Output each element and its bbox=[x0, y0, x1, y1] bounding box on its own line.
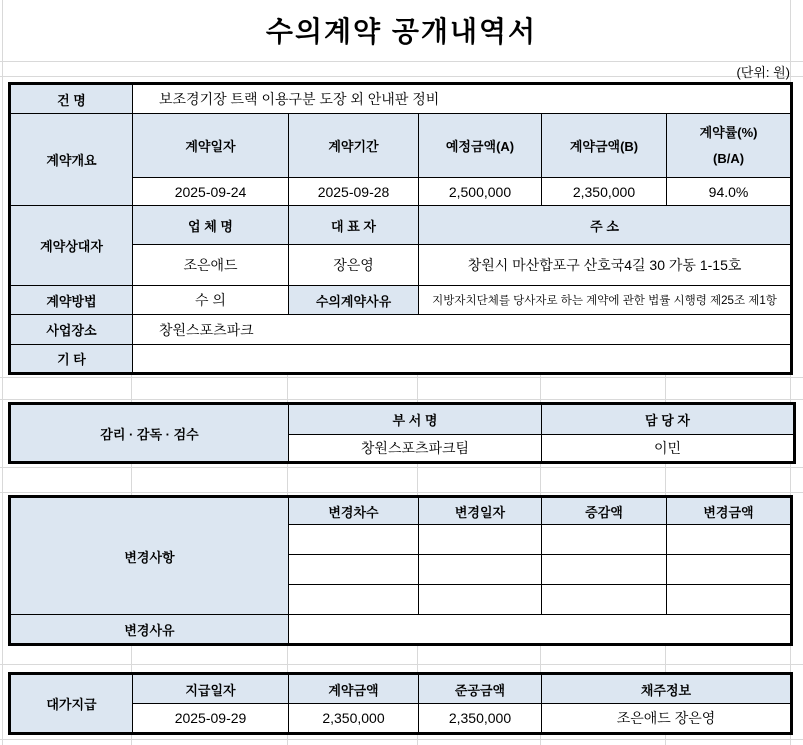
gridline bbox=[0, 467, 803, 468]
change-reason-label: 변경사유 bbox=[10, 615, 289, 645]
gridline bbox=[0, 739, 803, 740]
unit-note: (단위: 원) bbox=[736, 65, 790, 80]
gridline bbox=[0, 377, 803, 378]
contract-date-header: 계약일자 bbox=[133, 114, 289, 178]
payment-contract-amount-value: 2,350,000 bbox=[289, 704, 419, 734]
etc-value bbox=[133, 345, 792, 374]
gridline bbox=[0, 76, 803, 77]
contract-amount-header: 계약금액(B) bbox=[542, 114, 667, 178]
gridline bbox=[0, 61, 803, 62]
inspection-table bbox=[8, 402, 796, 464]
reason-label: 수의계약사유 bbox=[289, 286, 419, 315]
contract-amount-value: 2,350,000 bbox=[542, 178, 667, 206]
changes-table bbox=[8, 495, 793, 646]
contract-rate-header-line2: (B/A) bbox=[713, 151, 745, 166]
address-value: 창원시 마산합포구 산호국4길 30 가동 1-15호 bbox=[419, 245, 792, 286]
department-value: 창원스포츠파크팀 bbox=[289, 435, 542, 463]
payment-label: 대가지급 bbox=[10, 674, 133, 734]
payment-table bbox=[8, 672, 793, 735]
change-cell bbox=[542, 525, 667, 555]
change-number-header: 변경차수 bbox=[289, 497, 419, 525]
case-name-label: 건 명 bbox=[10, 84, 133, 114]
gridline bbox=[0, 492, 803, 493]
person-in-charge-header: 담 당 자 bbox=[542, 404, 795, 435]
change-cell bbox=[542, 585, 667, 615]
representative-header: 대 표 자 bbox=[289, 206, 419, 245]
gridline bbox=[0, 399, 803, 400]
change-delta-header: 증감액 bbox=[542, 497, 667, 525]
method-value: 수 의 bbox=[133, 286, 289, 315]
change-amount-header: 변경금액 bbox=[667, 497, 792, 525]
department-header: 부 서 명 bbox=[289, 404, 542, 435]
change-cell bbox=[289, 525, 419, 555]
contract-rate-header-line1: 계약률(%) bbox=[699, 125, 758, 140]
company-name-value: 조은애드 bbox=[133, 245, 289, 286]
contract-date-value: 2025-09-24 bbox=[133, 178, 289, 206]
payment-contract-amount-header: 계약금액 bbox=[289, 674, 419, 704]
reason-value: 지방자치단체를 당사자로 하는 계약에 관한 법률 시행령 제25조 제1항 bbox=[419, 286, 792, 315]
change-cell bbox=[667, 555, 792, 585]
person-in-charge-value: 이민 bbox=[542, 435, 795, 463]
inspection-label: 감리 · 감독 · 검수 bbox=[10, 404, 289, 463]
representative-value: 장은영 bbox=[289, 245, 419, 286]
change-cell bbox=[289, 585, 419, 615]
change-cell bbox=[667, 525, 792, 555]
overview-label: 계약개요 bbox=[10, 114, 133, 206]
change-cell bbox=[419, 525, 542, 555]
company-name-header: 업 체 명 bbox=[133, 206, 289, 245]
change-reason-value bbox=[289, 615, 792, 645]
payment-date-header: 지급일자 bbox=[133, 674, 289, 704]
estimated-amount-header: 예정금액(A) bbox=[419, 114, 542, 178]
change-cell bbox=[419, 585, 542, 615]
contract-rate-header bbox=[667, 114, 792, 178]
creditor-info-header: 채주정보 bbox=[542, 674, 792, 704]
party-label: 계약상대자 bbox=[10, 206, 133, 286]
estimated-amount-value: 2,500,000 bbox=[419, 178, 542, 206]
change-cell bbox=[542, 555, 667, 585]
case-name-value: 보조경기장 트랙 이용구분 도장 외 안내판 정비 bbox=[133, 84, 792, 114]
contract-overview-table bbox=[8, 82, 793, 375]
creditor-info-value: 조은애드 장은영 bbox=[542, 704, 792, 734]
contract-rate-value: 94.0% bbox=[667, 178, 792, 206]
site-value: 창원스포츠파크 bbox=[133, 315, 792, 345]
payment-date-value: 2025-09-29 bbox=[133, 704, 289, 734]
change-cell bbox=[289, 555, 419, 585]
etc-label: 기 타 bbox=[10, 345, 133, 374]
changes-label: 변경사항 bbox=[10, 497, 289, 615]
page-title: 수의계약 공개내역서 bbox=[265, 16, 538, 47]
address-header: 주 소 bbox=[419, 206, 792, 245]
method-label: 계약방법 bbox=[10, 286, 133, 315]
contract-period-header: 계약기간 bbox=[289, 114, 419, 178]
completion-amount-value: 2,350,000 bbox=[419, 704, 542, 734]
change-cell bbox=[419, 555, 542, 585]
contract-period-value: 2025-09-28 bbox=[289, 178, 419, 206]
change-date-header: 변경일자 bbox=[419, 497, 542, 525]
change-cell bbox=[667, 585, 792, 615]
site-label: 사업장소 bbox=[10, 315, 133, 345]
gridline bbox=[2, 0, 3, 745]
completion-amount-header: 준공금액 bbox=[419, 674, 542, 704]
gridline bbox=[0, 664, 803, 665]
